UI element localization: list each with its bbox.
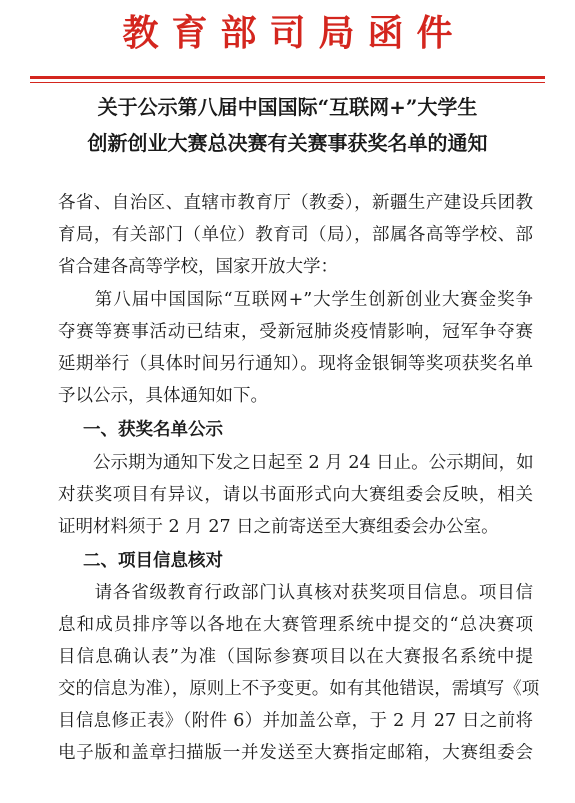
body-line: 证明材料须于 2 月 27 日之前寄送至大赛组委会办公室。 (58, 517, 499, 537)
body-line: 目信息修正表》（附件 6）并加盖公章，于 2 月 27 日之前将 (58, 711, 533, 731)
body-line: 予以公示，具体通知如下。 (58, 386, 268, 406)
body-line: 对获奖项目有异议，请以书面形式向大赛组委会反映，相关 (58, 485, 533, 505)
body-line: 第八届中国国际“互联网+”大学生创新创业大赛金奖争 (58, 290, 533, 310)
body-line: 夺赛等赛事活动已结束，受新冠肺炎疫情影响，冠军争夺赛 (58, 322, 533, 342)
body-line: 各省、自治区、直辖市教育厅（教委），新疆生产建设兵团教 (58, 193, 533, 213)
body-line: 交的信息为准），原则上不予变更。如有其他错误，需填写《项 (58, 679, 540, 699)
body-line: 目信息确认表”为准（国际参赛项目以在大赛报名系统中提 (58, 647, 533, 667)
section-heading-2: 二、项目信息核对 (83, 551, 223, 571)
body-line: 省合建各高等学校，国家开放大学： (58, 257, 338, 277)
notice-title-line-2: 创新创业大赛总决赛有关赛事获奖名单的通知 (87, 131, 488, 155)
body-line: 育局，有关部门（单位）教育司（局），部属各高等学校、部 (58, 225, 533, 245)
letterhead-title: 教育部司局函件 (122, 12, 466, 54)
notice-title-line-1: 关于公示第八届中国国际“互联网+”大学生 (97, 95, 478, 119)
body-line: 息和成员排序等以各地在大赛管理系统中提交的“总决赛项 (58, 615, 533, 635)
body-line: 请各省级教育行政部门认真核对获奖项目信息。项目信 (58, 583, 533, 603)
body-line: 电子版和盖章扫描版一并发送至大赛指定邮箱，大赛组委会 (58, 743, 533, 763)
section-heading-1: 一、获奖名单公示 (83, 420, 223, 440)
body-line: 公示期为通知下发之日起至 2 月 24 日止。公示期间，如 (58, 453, 534, 473)
letterhead-rule-thick (30, 76, 545, 79)
letterhead-rule-thin (30, 82, 545, 83)
body-line: 延期举行（具体时间另行通知）。现将金银铜等奖项获奖名单 (58, 354, 533, 374)
